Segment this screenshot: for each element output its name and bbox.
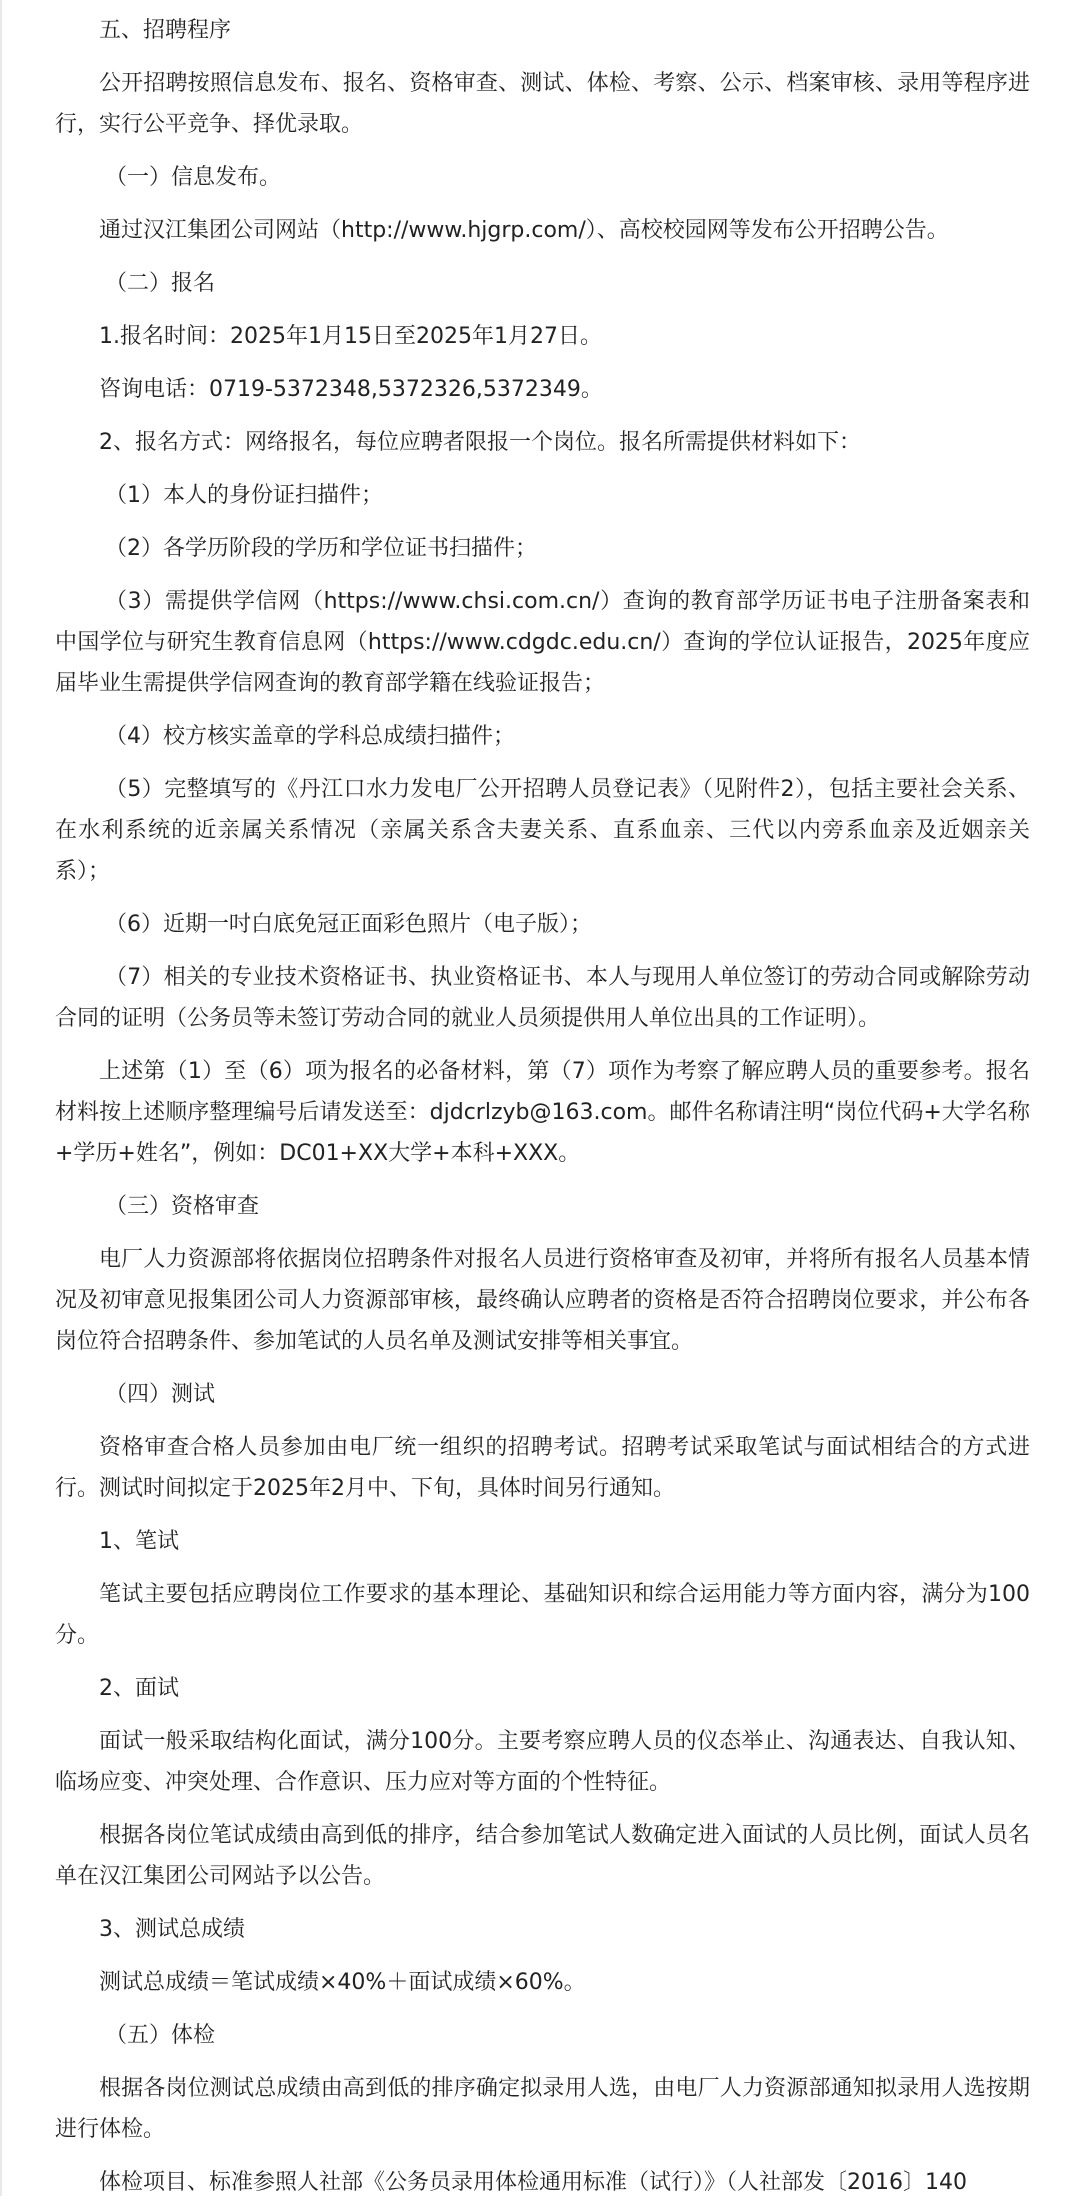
subheading-total-score: 3、测试总成绩 — [99, 1917, 245, 1942]
list-item-material-2: （2）各学历阶段的学历和学位证书扫描件； — [105, 536, 537, 561]
article-body — [55, 0, 1030, 2203]
subheading-physical-exam: （五）体检 — [105, 2023, 216, 2048]
subheading-written-test: 1、笔试 — [99, 1529, 179, 1554]
paragraph-physical-exam: 根据各岗位测试总成绩由高到低的排序确定拟录用人选，由电厂人力资源部通知拟录用人选按期进行体检。 — [55, 2076, 1030, 2142]
subheading-qualification-review: （三）资格审查 — [105, 1194, 260, 1219]
list-item-material-7: （7）相关的专业技术资格证书、执业资格证书、本人与现用人单位签订的劳动合同或解除劳动合同的证明（公务员等未签订劳动合同的就业人员须提供用人单位出具的工作证明）。 — [55, 965, 1030, 1031]
paragraph-registration-time: 1.报名时间：2025年1月15日至2025年1月27日。 — [99, 324, 602, 349]
paragraph-exam-standard: 体检项目、标准参照人社部《公务员录用体检通用标准（试行）》（人社部发〔2016〕140 — [99, 2170, 967, 2195]
list-item-material-3: （3）需提供学信网（https://www.chsi.com.cn/）查询的教育部学历证书电子注册备案表和中国学位与研究生教育信息网（https://www.cdgdc.edu.cn/）查询的学位认证报告，2025年度应届毕业生需提供学信网查询的教育部学籍在线验证报告； — [55, 589, 1030, 696]
paragraph-consult-phone: 咨询电话：0719-5372348,5372326,5372349。 — [99, 377, 603, 402]
list-item-material-1: （1）本人的身份证扫描件； — [105, 483, 383, 508]
list-item-material-4: （4）校方核实盖章的学科总成绩扫描件； — [105, 724, 515, 749]
subheading-interview: 2、面试 — [99, 1676, 179, 1701]
paragraph-interview: 面试一般采取结构化面试，满分100分。主要考察应聘人员的仪态举止、沟通表达、自我认知、临场应变、冲突处理、合作意识、压力应对等方面的个性特征。 — [55, 1729, 1030, 1795]
subheading-testing: （四）测试 — [105, 1382, 216, 1407]
subheading-info-release: （一）信息发布。 — [105, 165, 282, 190]
paragraph-qualification-review: 电厂人力资源部将依据岗位招聘条件对报名人员进行资格审查及初审，并将所有报名人员基本情况及初审意见报集团公司人力资源部审核，最终确认应聘者的资格是否符合招聘岗位要求，并公布各岗位符合招聘条件、参加笔试的人员名单及测试安排等相关事宜。 — [55, 1247, 1030, 1354]
list-item-material-5: （5）完整填写的《丹江口水力发电厂公开招聘人员登记表》（见附件2），包括主要社会关系、在水利系统的近亲属关系情况（亲属关系含夫妻关系、直系血亲、三代以内旁系血亲及近姻亲关系）； — [55, 777, 1030, 884]
section-heading-recruitment-procedure: 五、招聘程序 — [99, 18, 232, 43]
left-border-line — [0, 0, 2, 2196]
paragraph-info-release: 通过汉江集团公司网站（http://www.hjgrp.com/）、高校校园网等发布公开招聘公告。 — [99, 218, 949, 243]
paragraph-written-test: 笔试主要包括应聘岗位工作要求的基本理论、基础知识和综合运用能力等方面内容，满分为100分。 — [55, 1582, 1030, 1648]
paragraph-testing: 资格审查合格人员参加由电厂统一组织的招聘考试。招聘考试采取笔试与面试相结合的方式进行。测试时间拟定于2025年2月中、下旬，具体时间另行通知。 — [55, 1435, 1030, 1501]
paragraph-registration-method: 2、报名方式：网络报名，每位应聘者限报一个岗位。报名所需提供材料如下： — [99, 430, 861, 455]
paragraph-materials-note: 上述第（1）至（6）项为报名的必备材料，第（7）项作为考察了解应聘人员的重要参考。报名材料按上述顺序整理编号后请发送至：djdcrlzyb@163.com。邮件名称请注明“岗位代码+大学名称+学历+姓名”，例如：DC01+XX大学+本科+XXX。 — [55, 1059, 1030, 1166]
paragraph-score-formula: 测试总成绩＝笔试成绩×40%＋面试成绩×60%。 — [99, 1970, 586, 1995]
paragraph-interview-list: 根据各岗位笔试成绩由高到低的排序，结合参加笔试人数确定进入面试的人员比例，面试人员名单在汉江集团公司网站予以公告。 — [55, 1823, 1030, 1889]
list-item-material-6: （6）近期一吋白底免冠正面彩色照片（电子版）； — [105, 912, 592, 937]
paragraph-procedure-overview: 公开招聘按照信息发布、报名、资格审查、测试、体检、考察、公示、档案审核、录用等程序进行，实行公平竞争、择优录取。 — [55, 71, 1030, 137]
subheading-registration: （二）报名 — [105, 271, 216, 296]
